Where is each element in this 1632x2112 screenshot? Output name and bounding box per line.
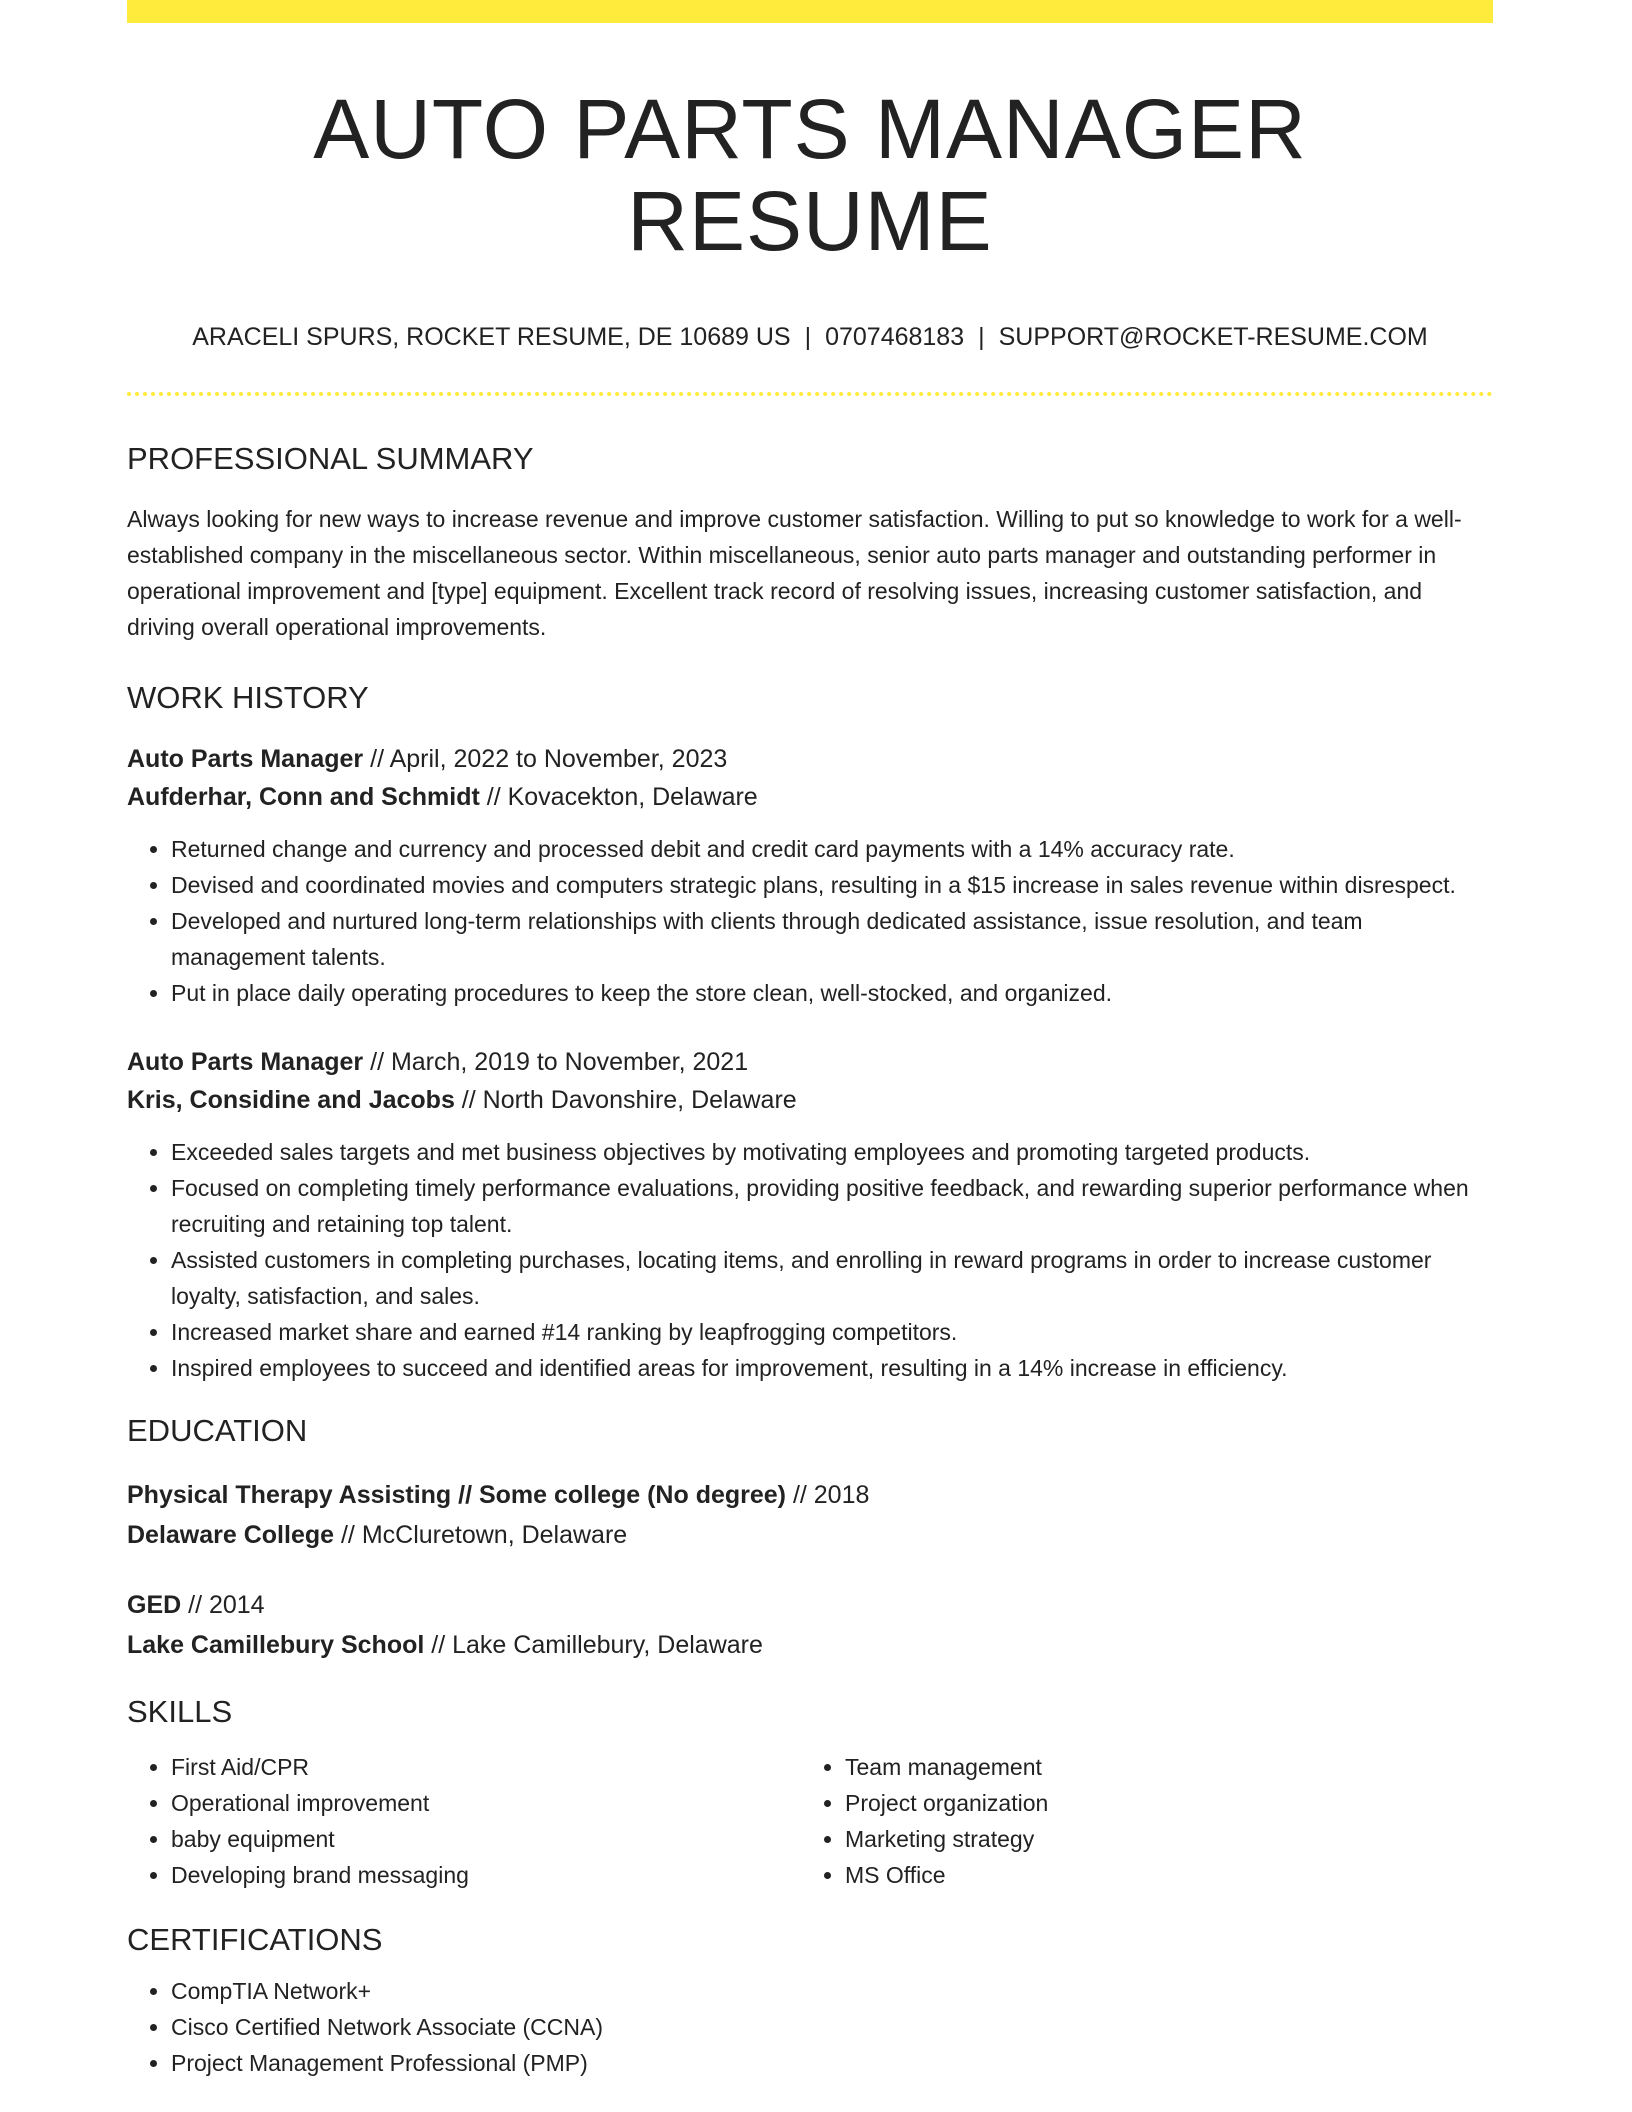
education-degree: GED [127,1591,182,1620]
summary-heading: PROFESSIONAL SUMMARY [127,440,534,476]
work-history-heading: WORK HISTORY [127,679,369,715]
certification-item: • Cisco Certified Network Associate (CCNA) [171,2009,1493,2045]
skill-item: • MS Office [845,1857,1475,1893]
education-entry [127,1475,1493,1555]
education-entry [127,1585,1493,1665]
certification-item: • Project Management Professional (PMP) [171,2045,1493,2081]
job-bullet: • Assisted customers in completing purchases, locating items, and enrolling in reward programs in order to increase customer loyalty, satisfaction, and sales. [171,1242,1493,1314]
education-location: // Lake Camillebury, Delaware [424,1631,763,1660]
education-year: // 2014 [181,1591,265,1620]
skills-grid [127,1749,1493,1893]
job-title: Auto Parts Manager [127,1048,364,1077]
education-school: Delaware College [127,1521,335,1550]
job-dates: // April, 2022 to November, 2023 [363,745,728,774]
education-degree-line [127,1585,1493,1625]
job-dates: // March, 2019 to November, 2021 [363,1048,749,1077]
job-title-line [127,740,1493,778]
certification-item: • CompTIA Network+ [171,1973,1493,2009]
job-entry [127,1043,1493,1386]
education-degree-line [127,1475,1493,1515]
accent-top-bar [127,0,1493,23]
skill-item: • Operational improvement [171,1785,801,1821]
education-school: Lake Camillebury School [127,1631,425,1660]
skill-item: • baby equipment [171,1821,801,1857]
skill-item: • Team management [845,1749,1475,1785]
certifications-heading: CERTIFICATIONS [127,1921,383,1957]
job-bullet: • Returned change and currency and processed debit and credit card payments with a 14% accuracy rate. [171,831,1493,867]
summary-text: Always looking for new ways to increase revenue and improve customer satisfaction. Willing to put so knowledge to work for a well-established company in the miscellaneous sector. Within miscellaneous, senior auto parts manager and outstanding performer in operational improvement and [type] equipment. Excellent track record of resolving issues, increasing customer satisfaction, and driving overall operational improvements. [127,505,1462,640]
job-title: Auto Parts Manager [127,745,364,774]
job-bullet: • Focused on completing timely performance evaluations, providing positive feedback, and rewarding superior performance when recruiting and retaining top talent. [171,1170,1493,1242]
job-bullet: • Inspired employees to succeed and identified areas for improvement, resulting in a 14% increase in efficiency. [171,1350,1493,1386]
job-company: Aufderhar, Conn and Schmidt [127,783,480,812]
job-company-line [127,778,1493,816]
skill-item: • Project organization [845,1785,1475,1821]
education-degree: Physical Therapy Assisting // Some college (No degree) [127,1481,786,1510]
skills-heading: SKILLS [127,1694,233,1730]
contact-line [127,322,1493,352]
job-company: Kris, Considine and Jacobs [127,1086,455,1115]
job-bullets [127,1134,1493,1386]
resume-page [127,0,1493,2081]
education-school-line [127,1515,1493,1555]
job-company-line [127,1081,1493,1119]
job-bullet: • Exceeded sales targets and met business objectives by motivating employees and promoting targeted products. [171,1134,1493,1170]
dotted-divider [127,392,1493,396]
job-bullet: • Increased market share and earned #14 ranking by leapfrogging competitors. [171,1314,1493,1350]
job-bullet: • Put in place daily operating procedures to keep the store clean, well-stocked, and organized. [171,975,1493,1011]
job-location: // North Davonshire, Delaware [454,1086,797,1115]
skill-item: • First Aid/CPR [171,1749,801,1785]
job-bullets [127,831,1493,1011]
contact-address: ARACELI SPURS, ROCKET RESUME, DE 10689 US [192,322,791,351]
skills-column-right [801,1749,1475,1893]
resume-title: AUTO PARTS MANAGER RESUME [313,82,1307,269]
contact-separator: | [978,322,985,351]
education-location: // McCluretown, Delaware [334,1521,628,1550]
skill-item: • Developing brand messaging [171,1857,801,1893]
job-bullet: • Developed and nurtured long-term relationships with clients through dedicated assistance, issue resolution, and team management talents. [171,903,1493,975]
job-entry [127,740,1493,1011]
education-year: // 2018 [786,1481,870,1510]
job-bullet: • Devised and coordinated movies and computers strategic plans, resulting in a $15 increase in sales revenue within disrespect. [171,867,1493,903]
education-school-line [127,1625,1493,1665]
contact-phone: 0707468183 [825,322,965,351]
skills-column-left [127,1749,801,1893]
job-title-line [127,1043,1493,1081]
education-heading: EDUCATION [127,1413,308,1449]
job-location: // Kovacekton, Delaware [479,783,758,812]
skill-item: • Marketing strategy [845,1821,1475,1857]
certifications-list [127,1973,1493,2081]
contact-email: SUPPORT@ROCKET-RESUME.COM [998,322,1428,351]
contact-separator: | [804,322,812,351]
